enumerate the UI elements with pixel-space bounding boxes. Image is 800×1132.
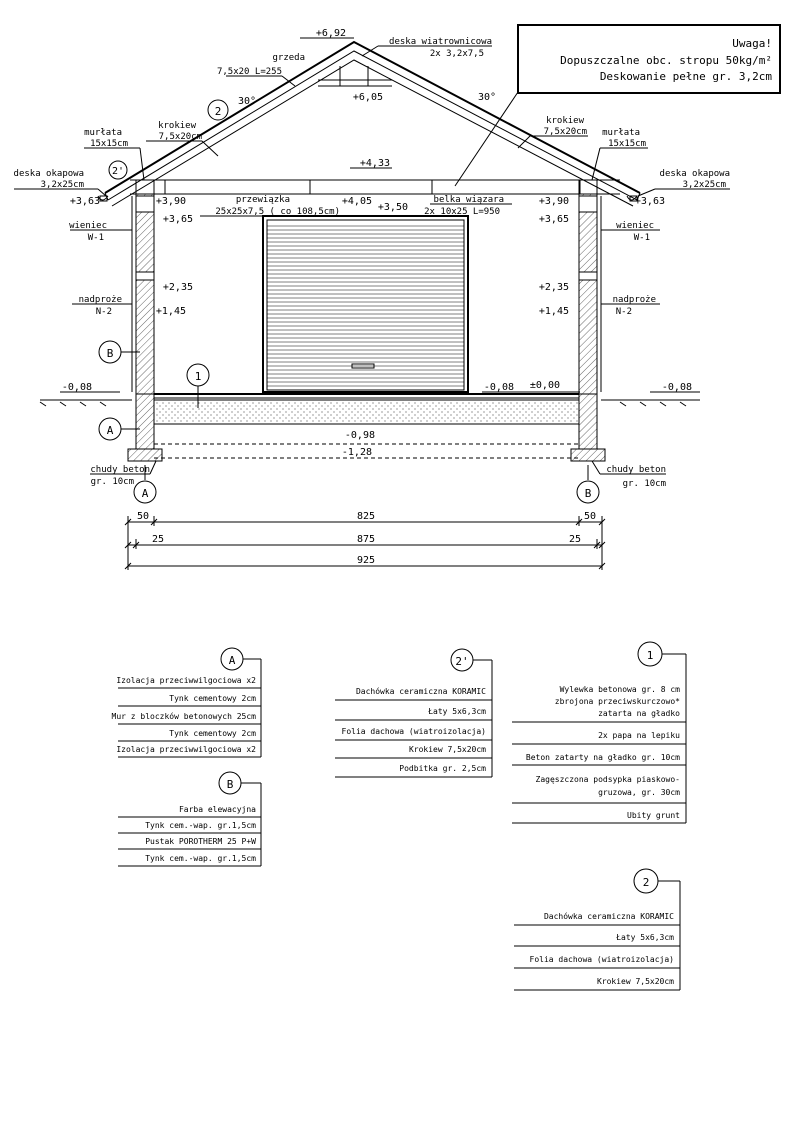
- legend-1-item-4: 2x papa na lepiku: [598, 731, 680, 740]
- note-boarding: Deskowanie pełne gr. 3,2cm: [599, 70, 772, 83]
- eaves-right-label: deska okapowa: [659, 169, 730, 179]
- legend-2-item-1: Dachówka ceramiczna KORAMIC: [543, 912, 674, 921]
- dim-right-wall: 50: [583, 511, 597, 522]
- legend-1-symbol: 1: [646, 649, 654, 662]
- legend-1-item-5: Beton zatarty na gładko gr. 10cm: [525, 753, 680, 762]
- dim-total-width: 925: [356, 555, 376, 566]
- wall-plate-right-label: murłata: [602, 128, 640, 138]
- lean-concrete-right-size: gr. 10cm: [622, 479, 666, 489]
- legend-2p-item-5: Podbitka gr. 2,5cm: [399, 764, 486, 773]
- layer-2p-label: 2': [111, 166, 125, 177]
- brace-label: przewiązka: [235, 195, 290, 205]
- garage-door: [263, 216, 468, 392]
- legend-2p-item-3: Folia dachowa (wiatroizolacja): [341, 727, 486, 736]
- eaves-right-size: 3,2x25cm: [682, 180, 726, 190]
- level-235-left: +2,35: [162, 282, 193, 293]
- tie-beam-label: belka wiązara: [433, 195, 504, 205]
- legend-b-symbol: B: [226, 778, 234, 791]
- level-350: +3,50: [377, 202, 408, 213]
- dim-left-half: 25: [151, 534, 165, 545]
- lintel-right-label: nadproże: [612, 295, 656, 305]
- layer-b-label: B: [106, 347, 114, 360]
- dimension-lines: [125, 511, 605, 570]
- foundation-level-2: -1,28: [341, 447, 372, 458]
- eaves-level-right: +3,63: [634, 196, 665, 207]
- level-390-right: +3,90: [538, 196, 569, 207]
- level-390-left: +3,90: [155, 196, 186, 207]
- legend-a-item-3: Mur z bloczków betonowych 25cm: [111, 712, 256, 721]
- rafter-left-size: 7,5x20cm: [158, 132, 202, 142]
- level-365-left: +3,65: [162, 214, 193, 225]
- legend-1: [512, 642, 686, 823]
- axis-a-label: A: [141, 487, 149, 500]
- legend-1-item-3: zatarta na gładko: [598, 709, 680, 718]
- ground-level-left: -0,08: [61, 382, 92, 393]
- legend-2p-item-2: Łaty 5x6,3cm: [428, 707, 486, 716]
- legend-2p-item-4: Krokiew 7,5x20cm: [408, 745, 486, 754]
- lintel-left-code: N-2: [95, 307, 112, 317]
- legend-1-item-6: Zagęszczona podsypka piaskowo-: [535, 775, 680, 784]
- legend-a-item-4: Tynk cementowy 2cm: [169, 729, 256, 738]
- legend-b-item-1: Farba elewacyjna: [178, 805, 256, 814]
- foundation-level-1: -0,98: [344, 430, 375, 441]
- legend-b-item-2: Tynk cem.-wap. gr.1,5cm: [145, 821, 256, 830]
- collar-level: +6,05: [352, 92, 383, 103]
- layer-1-label: 1: [194, 370, 202, 383]
- legend-2p-item-1: Dachówka ceramiczna KORAMIC: [355, 687, 486, 696]
- lean-concrete-right-label: chudy beton: [606, 465, 666, 475]
- note-box: [455, 25, 780, 186]
- axes: [134, 465, 599, 503]
- lean-concrete-left-size: gr. 10cm: [90, 477, 134, 487]
- ridge-level: +6,92: [315, 28, 346, 39]
- ground-level-inner: -0,08: [483, 382, 514, 393]
- level-365-right: +3,65: [538, 214, 569, 225]
- wall-plate-left-size: 15x15cm: [90, 139, 128, 149]
- legend-a-item-5: Izolacja przeciwwilgociowa x2: [116, 745, 256, 754]
- legend-1-item-7: gruzowa, gr. 30cm: [598, 788, 680, 797]
- zero-level: ±0,00: [529, 380, 560, 391]
- note-load: Dopuszczalne obc. stropu 50kg/m²: [560, 54, 772, 67]
- legend-b: [118, 772, 261, 866]
- legend-b-item-4: Tynk cem.-wap. gr.1,5cm: [145, 854, 256, 863]
- dim-right-half: 25: [568, 534, 582, 545]
- level-235-right: +2,35: [538, 282, 569, 293]
- ridge-board-label: deska wiatrownicowa: [389, 37, 492, 47]
- legend-2p-symbol: 2': [455, 655, 469, 668]
- roof-angle-left: 30°: [238, 96, 257, 107]
- ring-beam-right-label: wieniec: [616, 221, 654, 231]
- ground-level-right: -0,08: [661, 382, 692, 393]
- level-145-left: +1,45: [155, 306, 186, 317]
- legend-a-item-1: Izolacja przeciwwilgociowa x2: [116, 676, 256, 685]
- level-145-right: +1,45: [538, 306, 569, 317]
- floor-annotations: [60, 380, 700, 489]
- legend-2-item-2: Łaty 5x6,3cm: [616, 933, 674, 942]
- legend-b-item-3: Pustak POROTHERM 25 P+W: [145, 837, 256, 846]
- ring-beam-left-label: wieniec: [69, 221, 107, 231]
- lean-concrete-left-label: chudy beton: [90, 465, 150, 475]
- ring-beam-left-code: W-1: [87, 233, 104, 243]
- legend-2-item-4: Krokiew 7,5x20cm: [596, 977, 674, 986]
- dim-inner-width: 825: [356, 511, 376, 522]
- brace-size: 25x25x7,5 ( co 108,5cm): [215, 207, 340, 217]
- legend-1-item-8: Ubity grunt: [627, 811, 680, 820]
- roof-angle-right: 30°: [478, 92, 497, 103]
- layer-a-label: A: [106, 424, 114, 437]
- rafter-right-size: 7,5x20cm: [543, 127, 587, 137]
- tie-beam-size: 2x 10x25 L=950: [424, 207, 500, 217]
- ridge-board-size: 2x 3,2x7,5: [429, 49, 484, 59]
- legend-1-item-1: Wylewka betonowa gr. 8 cm: [559, 685, 680, 694]
- legend-2-symbol: 2: [642, 876, 650, 889]
- eaves-left-label: deska okapowa: [13, 169, 84, 179]
- dim-left-wall: 50: [136, 511, 150, 522]
- layer-2-label: 2: [214, 105, 222, 118]
- legend-2: [514, 869, 680, 990]
- purlin-size: 7,5x20 L=255: [216, 67, 282, 77]
- note-title: Uwaga!: [732, 37, 772, 50]
- purlin-label: grzeda: [272, 53, 305, 63]
- dim-axis-width: 875: [356, 534, 376, 545]
- level-405: +4,05: [341, 196, 372, 207]
- beam-level: +4,33: [359, 158, 390, 169]
- lintel-right-code: N-2: [615, 307, 632, 317]
- axis-b-label: B: [584, 487, 592, 500]
- lintel-left-label: nadproże: [78, 295, 122, 305]
- legend-a-item-2: Tynk cementowy 2cm: [169, 694, 256, 703]
- eaves-left-size: 3,2x25cm: [40, 180, 84, 190]
- rafter-left-label: krokiew: [158, 121, 196, 131]
- legend-1-item-2: zbrojona przeciwskurczowo*: [554, 697, 680, 706]
- legend-2p: [335, 649, 492, 777]
- rafter-right-label: krokiew: [546, 116, 584, 126]
- legend-a-symbol: A: [228, 654, 236, 667]
- ring-beam-right-code: W-1: [633, 233, 650, 243]
- legend-2-item-3: Folia dachowa (wiatroizolacja): [529, 955, 674, 964]
- wall-plate-left-label: murłata: [84, 128, 122, 138]
- wall-plate-right-size: 15x15cm: [608, 139, 646, 149]
- eaves-level-left: +3,63: [69, 196, 100, 207]
- legend-a: [112, 648, 262, 757]
